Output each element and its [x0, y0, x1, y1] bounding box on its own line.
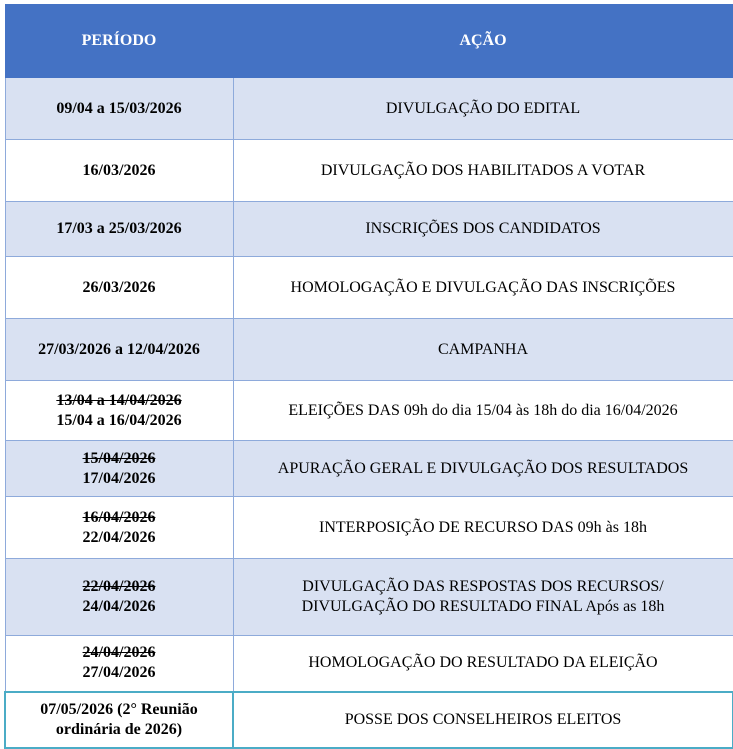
table-row	[5, 257, 733, 319]
period-cell	[5, 78, 233, 140]
action-cell	[233, 441, 733, 497]
period-text: 27/04/2026	[82, 664, 156, 682]
period-cell	[5, 441, 233, 497]
table-row	[5, 692, 733, 748]
action-cell	[233, 140, 733, 202]
period-cell	[5, 140, 233, 202]
action-cell	[233, 559, 733, 636]
period-cell	[5, 636, 233, 692]
period-cell	[5, 692, 233, 748]
table-row	[5, 319, 733, 381]
table-row	[5, 202, 733, 257]
period-old-text: 22/04/2026	[82, 578, 156, 595]
period-text: 15/04 a 16/04/2026	[56, 411, 182, 429]
election-schedule-table	[4, 4, 733, 749]
action-text: POSSE DOS CONSELHEIROS ELEITOS	[344, 710, 622, 728]
period-text-line2: ordinária de 2026)	[55, 720, 183, 738]
action-text-line2: DIVULGAÇÃO DO RESULTADO FINAL Após as 18h	[301, 598, 665, 615]
period-old-text: 24/04/2026	[82, 644, 156, 662]
action-text: DIVULGAÇÃO DOS HABILITADOS A VOTAR	[320, 161, 646, 179]
action-cell	[233, 497, 733, 559]
action-text: DIVULGAÇÃO DO EDITAL	[385, 99, 581, 117]
action-cell	[233, 257, 733, 319]
period-text: 16/03/2026	[82, 161, 156, 179]
table-row	[5, 140, 733, 202]
table-row	[5, 441, 733, 497]
action-text: INTERPOSIÇÃO DE RECURSO DAS 09h às 18h	[318, 518, 648, 536]
header-row	[5, 5, 733, 78]
period-text: 07/05/2026 (2° Reunião	[40, 700, 198, 718]
period-old-text: 13/04 a 14/04/2026	[56, 391, 182, 409]
period-text: 17/03 a 25/03/2026	[56, 220, 182, 237]
table-row	[5, 636, 733, 692]
table-row	[5, 381, 733, 441]
action-cell	[233, 319, 733, 381]
period-text: 27/03/2026 a 12/04/2026	[38, 340, 200, 358]
action-text: HOMOLOGAÇÃO E DIVULGAÇÃO DAS INSCRIÇÕES	[290, 278, 676, 296]
period-cell	[5, 559, 233, 636]
table-row	[5, 559, 733, 636]
period-cell	[5, 381, 233, 441]
table-row	[5, 78, 733, 140]
action-cell	[233, 202, 733, 257]
action-text: HOMOLOGAÇÃO DO RESULTADO DA ELEIÇÃO	[308, 654, 658, 672]
header-action: AÇÃO	[233, 5, 733, 78]
action-text: CAMPANHA	[437, 340, 529, 358]
action-text: INSCRIÇÕES DOS CANDIDATOS	[365, 220, 601, 237]
period-text: 24/04/2026	[82, 598, 156, 615]
table-row	[5, 497, 733, 559]
header-period: PERÍODO	[5, 5, 233, 78]
period-text: 17/04/2026	[82, 469, 156, 487]
period-old-text: 16/04/2026	[82, 508, 156, 526]
period-cell	[5, 319, 233, 381]
period-text: 26/03/2026	[82, 278, 156, 296]
period-text: 09/04 a 15/03/2026	[56, 99, 182, 117]
period-cell	[5, 202, 233, 257]
action-cell	[233, 78, 733, 140]
action-text: DIVULGAÇÃO DAS RESPOSTAS DOS RECURSOS/	[302, 578, 664, 595]
action-cell	[233, 636, 733, 692]
action-text: ELEIÇÕES DAS 09h do dia 15/04 às 18h do dia 16/04/2026	[288, 401, 678, 419]
action-cell	[233, 381, 733, 441]
period-cell	[5, 257, 233, 319]
action-cell	[233, 692, 733, 748]
period-text: 22/04/2026	[82, 528, 156, 546]
period-cell	[5, 497, 233, 559]
period-old-text: 15/04/2026	[82, 449, 156, 467]
action-text: APURAÇÃO GERAL E DIVULGAÇÃO DOS RESULTADOS	[277, 459, 689, 477]
